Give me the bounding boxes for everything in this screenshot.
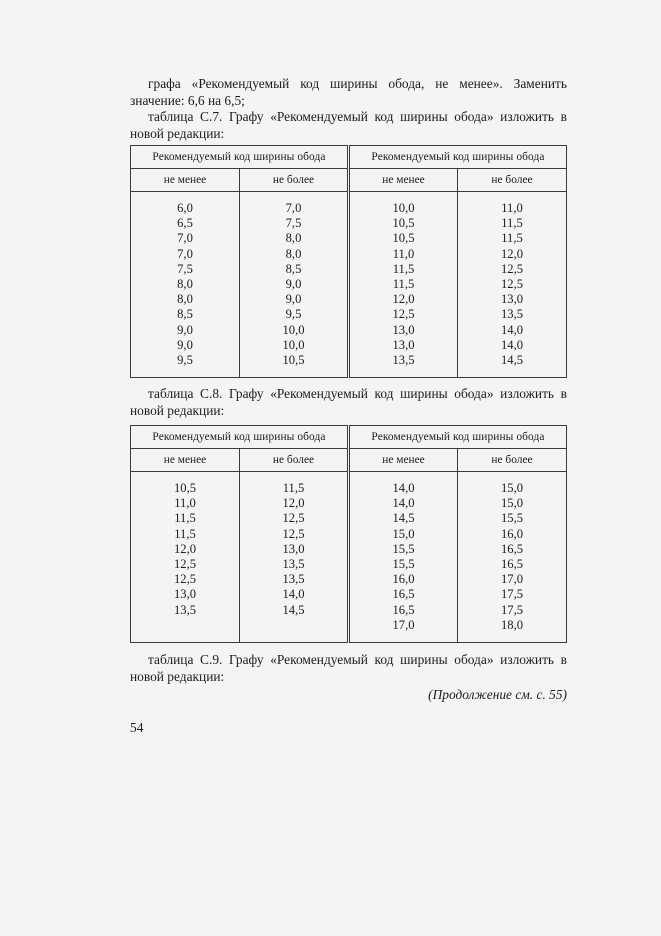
- table-cell-value: 8,5: [177, 307, 193, 322]
- table-cell-value: 12,5: [173, 572, 197, 587]
- table-cell-value: 16,0: [392, 572, 415, 587]
- table-cell-value: 8,5: [285, 261, 302, 276]
- table-cell-value: 9,0: [285, 277, 302, 292]
- table-c7-header-min-right: не менее: [349, 169, 458, 192]
- table-c8-header-max-right: не более: [458, 449, 567, 472]
- table-cell-value: 13,5: [173, 602, 197, 617]
- table-c8-col-max-right: [458, 472, 567, 643]
- table-c7-group-header-left: Рекомендуемый код ширины обода: [131, 146, 349, 169]
- table-cell-value: 11,5: [174, 526, 196, 541]
- table-cell-value: 16,5: [392, 587, 415, 602]
- table-cell-value: 6,5: [177, 216, 193, 231]
- table-cell-value: 9,0: [177, 337, 193, 352]
- table-cell-value: 8,0: [285, 231, 302, 246]
- table-cell-value: 11,0: [501, 201, 523, 215]
- table-cell-value: 15,0: [500, 496, 524, 511]
- table-cell-value: 11,5: [392, 261, 415, 276]
- table-cell-value: 13,0: [282, 541, 305, 556]
- table-cell-value: 12,5: [282, 526, 305, 541]
- table-cell-value: 12,0: [173, 541, 197, 556]
- table-cell-value: 12,0: [282, 496, 305, 511]
- table-cell-value: 11,5: [174, 511, 196, 526]
- table-c8-header-min-right: не менее: [349, 449, 458, 472]
- table-cell-value: 12,0: [500, 246, 524, 261]
- table-cell-value: 14,5: [282, 602, 305, 617]
- table-c8-group-header-right: Рекомендуемый код ширины обода: [349, 426, 567, 449]
- paragraph-table-c7-intro: таблица С.7. Графу «Рекомендуемый код ширины обода» изложить в новой редакции:: [130, 109, 567, 141]
- table-cell-value: 7,0: [177, 246, 193, 261]
- table-c7-col-min-left: [131, 192, 240, 378]
- table-cell-value: 14,0: [500, 337, 524, 352]
- table-cell-value: 14,5: [500, 353, 524, 368]
- table-cell-value: 15,5: [392, 541, 415, 556]
- table-c7-rim-width: [130, 145, 567, 378]
- table-cell-value: 13,5: [282, 572, 305, 587]
- table-cell-value: 16,5: [392, 602, 415, 617]
- table-cell-value: 14,5: [392, 511, 415, 526]
- table-cell-value: 12,5: [173, 557, 197, 572]
- table-cell-value: 17,5: [500, 587, 524, 602]
- table-cell-value: 9,5: [177, 353, 193, 368]
- table-c8-col-min-left: [131, 472, 240, 643]
- table-cell-value: 16,5: [500, 557, 524, 572]
- continuation-note: (Продолжение см. с. 55): [428, 687, 567, 702]
- table-c7-header-max-right: не более: [458, 169, 567, 192]
- table-c8-rim-width: [130, 425, 567, 643]
- table-cell-value: 13,0: [173, 587, 197, 602]
- table-cell-value: 15,0: [500, 481, 524, 495]
- table-cell-value: 13,5: [282, 557, 305, 572]
- table-c7-group-header-right: Рекомендуемый код ширины обода: [349, 146, 567, 169]
- table-cell-value: 18,0: [500, 617, 524, 632]
- table-cell-value: 8,0: [285, 246, 302, 261]
- paragraph-rim-min-change: графа «Рекомендуемый код ширины обода, не менее». Заменить значение: 6,6 на 6,5;: [130, 76, 567, 108]
- table-cell-value: 17,5: [500, 602, 524, 617]
- table-cell-value: 16,5: [500, 541, 524, 556]
- table-c8-col-min-right: [349, 472, 458, 643]
- table-cell-value: 8,0: [177, 277, 193, 292]
- table-cell-value: 9,5: [285, 307, 302, 322]
- table-c7-col-max-right: [458, 192, 567, 378]
- table-cell-value: 17,0: [500, 572, 524, 587]
- table-cell-value: 16,0: [500, 526, 524, 541]
- table-c7-col-min-right: [349, 192, 458, 378]
- table-cell-value: 11,0: [174, 496, 196, 511]
- table-c7-header-min-left: не менее: [131, 169, 240, 192]
- paragraph-table-c8-intro: таблица С.8. Графу «Рекомендуемый код ширины обода» изложить в новой редакции:: [130, 386, 567, 418]
- table-c7-header-max-left: не более: [240, 169, 349, 192]
- table-cell-value: 13,0: [392, 337, 415, 352]
- page-number: 54: [130, 720, 144, 735]
- table-cell-value: 15,5: [392, 557, 415, 572]
- table-cell-value: 12,5: [500, 277, 524, 292]
- table-cell-value: 14,0: [392, 481, 415, 495]
- table-cell-value: 12,5: [282, 511, 305, 526]
- table-cell-value: 10,5: [173, 481, 197, 495]
- table-cell-value: 8,0: [177, 292, 193, 307]
- table-cell-value: 14,0: [500, 322, 524, 337]
- table-cell-value: 6,0: [177, 201, 193, 215]
- table-cell-value: 10,0: [282, 337, 305, 352]
- table-cell-value: 15,0: [392, 526, 415, 541]
- table-cell-value: 10,0: [392, 201, 415, 215]
- table-cell-value: 7,0: [285, 201, 302, 215]
- table-cell-value: 10,0: [282, 322, 305, 337]
- table-cell-value: 7,5: [177, 261, 193, 276]
- table-c8-col-max-left: [240, 472, 349, 643]
- table-cell-value: 12,0: [392, 292, 415, 307]
- table-cell-value: 13,5: [500, 307, 524, 322]
- table-cell-value: 11,5: [392, 277, 415, 292]
- table-cell-value: 11,0: [392, 246, 415, 261]
- table-c8-header-min-left: не менее: [131, 449, 240, 472]
- table-cell-value: 10,5: [282, 353, 305, 368]
- paragraph-table-c9-intro: таблица С.9. Графу «Рекомендуемый код ширины обода» изложить в новой редакции:: [130, 652, 567, 684]
- table-cell-value: 10,5: [392, 216, 415, 231]
- table-cell-value: 7,5: [285, 216, 302, 231]
- table-cell-value: 13,0: [500, 292, 524, 307]
- table-cell-value: 13,0: [392, 322, 415, 337]
- table-cell-value: 11,5: [501, 231, 523, 246]
- table-cell-value: 15,5: [500, 511, 524, 526]
- table-cell-value: 11,5: [501, 216, 523, 231]
- table-cell-value: 14,0: [282, 587, 305, 602]
- table-c8-header-max-left: не более: [240, 449, 349, 472]
- table-cell-value: 7,0: [177, 231, 193, 246]
- table-cell-value: 10,5: [392, 231, 415, 246]
- table-cell-value: 12,5: [500, 261, 524, 276]
- table-cell-value: 9,0: [285, 292, 302, 307]
- table-cell-value: 12,5: [392, 307, 415, 322]
- table-cell-value: 17,0: [392, 617, 415, 632]
- table-cell-value: 9,0: [177, 322, 193, 337]
- table-cell-value: 11,5: [282, 481, 305, 495]
- table-cell-value: 14,0: [392, 496, 415, 511]
- table-c8-group-header-left: Рекомендуемый код ширины обода: [131, 426, 349, 449]
- table-c7-col-max-left: [240, 192, 349, 378]
- table-cell-value: 13,5: [392, 353, 415, 368]
